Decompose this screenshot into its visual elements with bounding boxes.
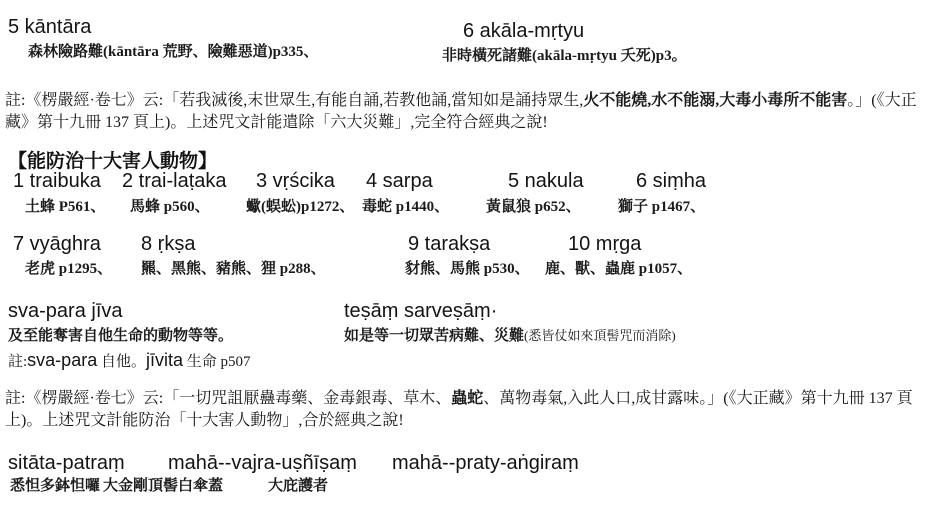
note1-bold: 火不能燒,水不能溺,大毒小毒所不能害: [583, 92, 848, 109]
animal-4-name: 4 sarpa: [366, 170, 433, 192]
mantra-gloss-maha-vajra-usnisam: 大金剛頂髻白傘蓋: [103, 478, 224, 494]
tesam-gloss-paren: (悉皆仗如來頂髻咒而消除): [524, 328, 676, 343]
note2-pre: 註:《楞嚴經·卷七》云:「一切咒詛厭蠱毒藥、金毒銀毒、草木、: [5, 390, 452, 407]
mantra-term-maha-praty-angiram: mahā--praty-aṅgiraṃ: [392, 452, 579, 474]
sva-note-skt-1: sva-para: [27, 350, 98, 370]
sva-note-cjk-2: 生命 p507: [182, 354, 251, 370]
tesam-sarvesam-title: teṣāṃ sarveṣāṃ·: [344, 300, 498, 322]
note1-post: 。」(《大正藏》第十九冊 137 頁上)。上述咒文計能遣除「六大災難」,完全符合經典之說!: [5, 92, 917, 131]
tesam-sarvesam-gloss: [344, 326, 676, 346]
animal-1-gloss: 土蜂 P561、: [25, 199, 106, 215]
sva-para-jiva-gloss: 及至能奪害自他生命的動物等等。: [8, 328, 234, 344]
entry-5-kantara-title: 5 kāntāra: [8, 16, 92, 38]
entry-6-akala-mrtyu-title: 6 akāla-mṛtyu: [463, 20, 585, 42]
section-heading-ten-harmful-animals: 【能防治十大害人動物】: [8, 151, 218, 172]
animal-4-gloss: 毒蛇 p1440、: [362, 199, 450, 215]
animal-8-name: 8 ṛkṣa: [141, 233, 196, 255]
sva-note-cjk-1: 自他。: [97, 354, 146, 370]
sva-note-label: 註:: [8, 354, 28, 370]
animal-6-name: 6 siṃha: [636, 170, 707, 192]
note1-pre: 註:《楞嚴經·卷七》云:「若我滅後,末世眾生,有能自誦,若教他誦,當知如是誦持眾生,: [5, 92, 584, 109]
sva-note-skt-2: jīvita: [145, 350, 183, 370]
animal-3-name: 3 vṛścika: [256, 170, 335, 192]
sva-para-jiva-title: sva-para jīva: [8, 300, 123, 322]
animal-9-gloss: 豺熊、馬熊 p530、: [405, 261, 530, 277]
entry-5-kantara-gloss: 森林險路難(kāntāra 荒野、險難惡道)p335、: [28, 44, 319, 60]
note2-bold: 蟲蛇: [451, 390, 484, 407]
note-surangama-ten-animals: [5, 388, 931, 432]
animal-3-gloss: 蠍(蜈蚣)p1272、: [246, 199, 355, 215]
mantra-term-maha-vajra-usnisam: mahā--vajra-uṣñīṣaṃ: [168, 452, 357, 474]
animal-2-name: 2 trai-laṭaka: [122, 170, 227, 192]
animal-2-gloss: 馬蜂 p560、: [130, 199, 210, 215]
animal-10-name: 10 mṛga: [568, 233, 642, 255]
note-surangama-six-calamities: [5, 90, 931, 134]
mantra-gloss-maha-praty-angiram: 大庇護者: [268, 478, 329, 494]
animal-8-gloss: 羆、黑熊、豬熊、狸 p288、: [141, 261, 326, 277]
mantra-gloss-sitata-patram: 悉怛多鉢怛囉: [10, 478, 101, 494]
animal-5-name: 5 nakula: [508, 170, 584, 192]
animal-7-name: 7 vyāghra: [13, 233, 101, 255]
note2-post: 、萬物毒氣,入此人口,成甘露味。」(《大正藏》第十九冊 137 頁上)。上述咒文計能防治「十大害人動物」,合於經典之說!: [5, 390, 913, 429]
animal-6-gloss: 獅子 p1467、: [618, 199, 706, 215]
sva-para-note: [8, 350, 251, 371]
mantra-term-sitata-patram: sitāta-patraṃ: [8, 452, 125, 474]
tesam-gloss-main: 如是等一切眾苦病難、災難: [344, 328, 525, 344]
animal-1-name: 1 traibuka: [13, 170, 101, 192]
entry-6-akala-mrtyu-gloss: 非時橫死諸難(akāla-mṛtyu 夭死)p3。: [442, 48, 687, 64]
animal-7-gloss: 老虎 p1295、: [25, 261, 113, 277]
animal-10-gloss: 鹿、獸、蟲鹿 p1057、: [545, 261, 693, 277]
animal-5-gloss: 黃鼠狼 p652、: [486, 199, 581, 215]
animal-9-name: 9 tarakṣa: [408, 233, 491, 255]
